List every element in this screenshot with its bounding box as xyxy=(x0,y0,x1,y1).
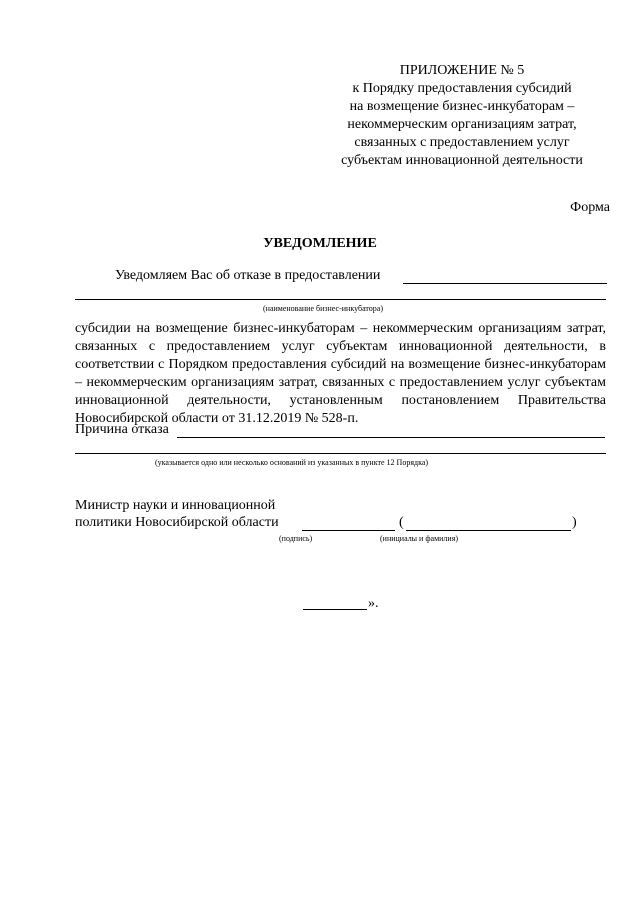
appendix-header xyxy=(327,62,597,170)
page-title: УВЕДОМЛЕНИЕ xyxy=(263,236,377,251)
close-paren: ) xyxy=(572,515,577,530)
body-paragraph: субсидии на возмещение бизнес-инкубаторам – некоммерческим организациям затрат, связанных с предоставлением услуг субъектам инновационной деятельности, в соответствии с Порядком предоставления субсидий на возмещение бизнес-инкубаторам – некоммерческим организациям затрат, связанных с предоставлением услуг субъектам инновационной деятельности, установленным постановлением Правительства Новосибирской области от 31.12.2019 № 528-п. xyxy=(75,321,606,426)
appendix-line: субъектам инновационной деятельности xyxy=(341,153,583,168)
appendix-line: к Порядку предоставления субсидий xyxy=(352,81,572,96)
form-label: Форма xyxy=(570,200,610,215)
incubator-name-field[interactable] xyxy=(403,283,607,284)
incubator-caption: (наименование бизнес-инкубатора) xyxy=(263,304,384,313)
signature-position-line2: политики Новосибирской области xyxy=(75,515,279,530)
appendix-title: ПРИЛОЖЕНИЕ № 5 xyxy=(399,63,525,78)
name-caption: (инициалы и фамилия) xyxy=(380,534,459,543)
incubator-name-field-cont[interactable] xyxy=(75,299,606,300)
open-paren: ( xyxy=(399,515,404,530)
notify-text: Уведомляем Вас об отказе в предоставлении xyxy=(115,268,381,283)
reason-field-cont[interactable] xyxy=(75,453,606,454)
sign-caption: (подпись) xyxy=(279,534,313,543)
closing-line xyxy=(303,609,367,610)
reason-field[interactable] xyxy=(177,437,605,438)
appendix-line: некоммерческим организациям затрат, xyxy=(347,117,577,132)
signature-field[interactable] xyxy=(302,530,395,531)
closing-quote: ». xyxy=(368,596,379,611)
appendix-line: связанных с предоставлением услуг xyxy=(354,135,570,150)
reason-label: Причина отказа xyxy=(75,422,169,437)
signature-position-line1: Министр науки и инновационной xyxy=(75,498,276,513)
appendix-line: на возмещение бизнес-инкубаторам – xyxy=(349,99,575,114)
reason-caption: (указывается одно или несколько оснований из указанных в пункте 12 Порядка) xyxy=(155,458,429,467)
name-field[interactable] xyxy=(406,530,571,531)
